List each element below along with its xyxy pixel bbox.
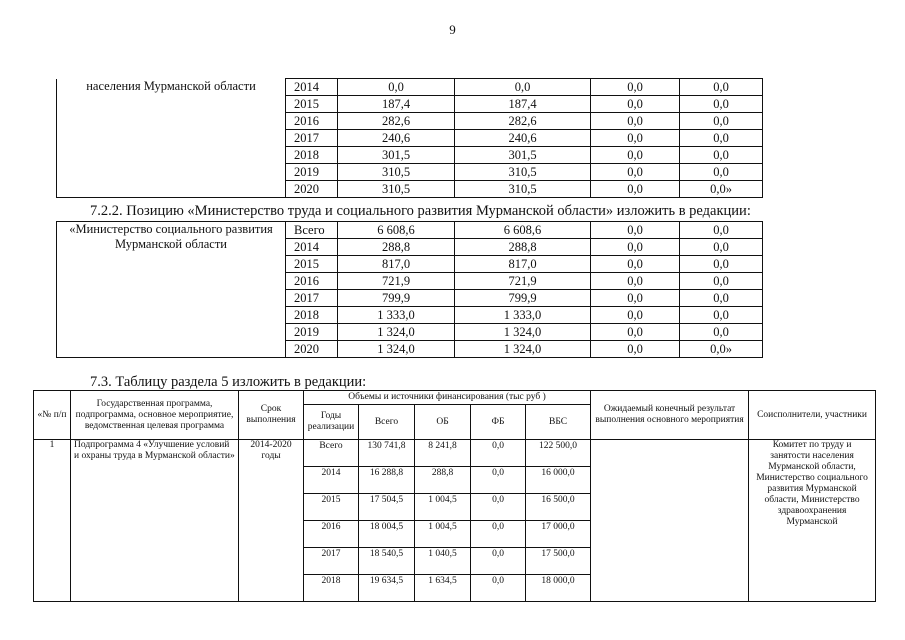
ob-cell: 240,6: [455, 130, 591, 147]
total-cell: 17 504,5: [359, 494, 415, 521]
year-cell: Всего: [304, 440, 359, 467]
total-cell: 0,0: [338, 79, 455, 96]
total-cell: 1 324,0: [338, 324, 455, 341]
vbs-cell: 0,0»: [680, 341, 763, 358]
vbs-cell: 0,0: [680, 273, 763, 290]
section-heading-7-2-2: 7.2.2. Позицию «Министерство труда и социального развития Мурманской области» изложить в редакции:: [90, 203, 751, 219]
total-cell: 282,6: [338, 113, 455, 130]
fb-cell: 0,0: [471, 548, 526, 575]
fb-cell: 0,0: [591, 239, 680, 256]
ob-cell: 1 324,0: [455, 341, 591, 358]
year-cell: 2014: [286, 239, 338, 256]
year-cell: 2020: [286, 181, 338, 198]
item-num: 1: [34, 440, 71, 602]
ob-cell: 288,8: [415, 467, 471, 494]
ministry-financing-table: [56, 221, 763, 358]
total-cell: 18 540,5: [359, 548, 415, 575]
vbs-cell: 0,0: [680, 147, 763, 164]
section-5-table: [33, 390, 876, 602]
year-cell: 2018: [286, 307, 338, 324]
header-fb: ФБ: [471, 405, 526, 440]
header-vbs: ВБС: [526, 405, 591, 440]
table-row: [57, 79, 763, 96]
year-cell: 2015: [304, 494, 359, 521]
ob-cell: 0,0: [455, 79, 591, 96]
total-cell: 310,5: [338, 181, 455, 198]
ob-cell: 1 004,5: [415, 494, 471, 521]
ob-cell: 301,5: [455, 147, 591, 164]
vbs-cell: 16 500,0: [526, 494, 591, 521]
header-executors: Соисполнители, участники: [749, 391, 876, 440]
ob-cell: 1 333,0: [455, 307, 591, 324]
year-cell: Всего: [286, 222, 338, 239]
year-cell: 2016: [304, 521, 359, 548]
fb-cell: 0,0: [591, 147, 680, 164]
ob-cell: 282,6: [455, 113, 591, 130]
total-cell: 721,9: [338, 273, 455, 290]
item-term: 2014-2020 годы: [239, 440, 304, 602]
ob-cell: 187,4: [455, 96, 591, 113]
year-cell: 2015: [286, 96, 338, 113]
vbs-cell: 0,0: [680, 324, 763, 341]
ob-cell: 1 634,5: [415, 575, 471, 602]
total-cell: 310,5: [338, 164, 455, 181]
ob-cell: 310,5: [455, 181, 591, 198]
total-cell: 130 741,8: [359, 440, 415, 467]
ob-cell: 8 241,8: [415, 440, 471, 467]
vbs-cell: 16 000,0: [526, 467, 591, 494]
fb-cell: 0,0: [471, 467, 526, 494]
ob-cell: 310,5: [455, 164, 591, 181]
vbs-cell: 17 500,0: [526, 548, 591, 575]
total-cell: 288,8: [338, 239, 455, 256]
header-result: Ожидаемый конечный результат выполнения основного мероприятия: [591, 391, 749, 440]
vbs-cell: 0,0: [680, 96, 763, 113]
year-cell: 2017: [286, 130, 338, 147]
item-program: Подпрограмма 4 «Улучшение условий и охраны труда в Мурманской области»: [71, 440, 239, 602]
table-row: [34, 440, 876, 467]
fb-cell: 0,0: [591, 113, 680, 130]
year-cell: 2014: [304, 467, 359, 494]
vbs-cell: 0,0: [680, 164, 763, 181]
item-result: [591, 440, 749, 602]
fb-cell: 0,0: [591, 164, 680, 181]
vbs-cell: 18 000,0: [526, 575, 591, 602]
financing-table-continuation: [56, 78, 763, 198]
ob-cell: 799,9: [455, 290, 591, 307]
year-cell: 2017: [286, 290, 338, 307]
year-cell: 2017: [304, 548, 359, 575]
fb-cell: 0,0: [591, 130, 680, 147]
vbs-cell: 0,0: [680, 256, 763, 273]
year-cell: 2014: [286, 79, 338, 96]
fb-cell: 0,0: [591, 96, 680, 113]
total-cell: 19 634,5: [359, 575, 415, 602]
vbs-cell: 17 000,0: [526, 521, 591, 548]
total-cell: 301,5: [338, 147, 455, 164]
total-cell: 1 324,0: [338, 341, 455, 358]
total-cell: 1 333,0: [338, 307, 455, 324]
year-cell: 2018: [286, 147, 338, 164]
fb-cell: 0,0: [591, 324, 680, 341]
fb-cell: 0,0: [591, 222, 680, 239]
total-cell: 799,9: [338, 290, 455, 307]
item-executors: Комитет по труду и занятости населения Мурманской области, Министерство социального развития Мурманской области, Министерство здравоохранения Мурманской: [749, 440, 876, 602]
ob-cell: 817,0: [455, 256, 591, 273]
table-header-row: [34, 391, 876, 405]
vbs-cell: 0,0: [680, 239, 763, 256]
section-heading-7-3: 7.3. Таблицу раздела 5 изложить в редакции:: [90, 374, 367, 390]
year-cell: 2019: [286, 324, 338, 341]
fb-cell: 0,0: [591, 79, 680, 96]
vbs-cell: 0,0: [680, 307, 763, 324]
total-cell: 18 004,5: [359, 521, 415, 548]
fb-cell: 0,0: [591, 181, 680, 198]
ob-cell: 6 608,6: [455, 222, 591, 239]
fb-cell: 0,0: [591, 290, 680, 307]
fb-cell: 0,0: [591, 307, 680, 324]
year-cell: 2016: [286, 113, 338, 130]
ob-cell: 1 040,5: [415, 548, 471, 575]
header-funding: Объемы и источники финансирования (тыс руб ): [304, 391, 591, 405]
fb-cell: 0,0: [591, 341, 680, 358]
year-cell: 2020: [286, 341, 338, 358]
vbs-cell: 0,0: [680, 130, 763, 147]
header-ob: ОБ: [415, 405, 471, 440]
fb-cell: 0,0: [471, 440, 526, 467]
total-cell: 6 608,6: [338, 222, 455, 239]
header-program: Государственная программа, подпрограмма, основное мероприятие, ведомственная целевая программа: [71, 391, 239, 440]
vbs-cell: 0,0: [680, 113, 763, 130]
header-term: Срок выполнения: [239, 391, 304, 440]
fb-cell: 0,0: [471, 494, 526, 521]
fb-cell: 0,0: [471, 521, 526, 548]
owner-name: «Министерство социального развития Мурманской области: [57, 222, 286, 358]
fb-cell: 0,0: [591, 256, 680, 273]
table-row: [57, 222, 763, 239]
fb-cell: 0,0: [471, 575, 526, 602]
total-cell: 240,6: [338, 130, 455, 147]
ob-cell: 1 324,0: [455, 324, 591, 341]
header-total: Всего: [359, 405, 415, 440]
year-cell: 2015: [286, 256, 338, 273]
vbs-cell: 0,0: [680, 79, 763, 96]
year-cell: 2019: [286, 164, 338, 181]
header-num: «№ п/п: [34, 391, 71, 440]
vbs-cell: 0,0: [680, 290, 763, 307]
total-cell: 187,4: [338, 96, 455, 113]
page-number: 9: [449, 22, 456, 37]
ob-cell: 288,8: [455, 239, 591, 256]
owner-name: населения Мурманской области: [57, 79, 286, 198]
vbs-cell: 122 500,0: [526, 440, 591, 467]
total-cell: 817,0: [338, 256, 455, 273]
vbs-cell: 0,0»: [680, 181, 763, 198]
year-cell: 2016: [286, 273, 338, 290]
vbs-cell: 0,0: [680, 222, 763, 239]
fb-cell: 0,0: [591, 273, 680, 290]
header-years: Годы реализации: [304, 405, 359, 440]
total-cell: 16 288,8: [359, 467, 415, 494]
ob-cell: 1 004,5: [415, 521, 471, 548]
year-cell: 2018: [304, 575, 359, 602]
ob-cell: 721,9: [455, 273, 591, 290]
